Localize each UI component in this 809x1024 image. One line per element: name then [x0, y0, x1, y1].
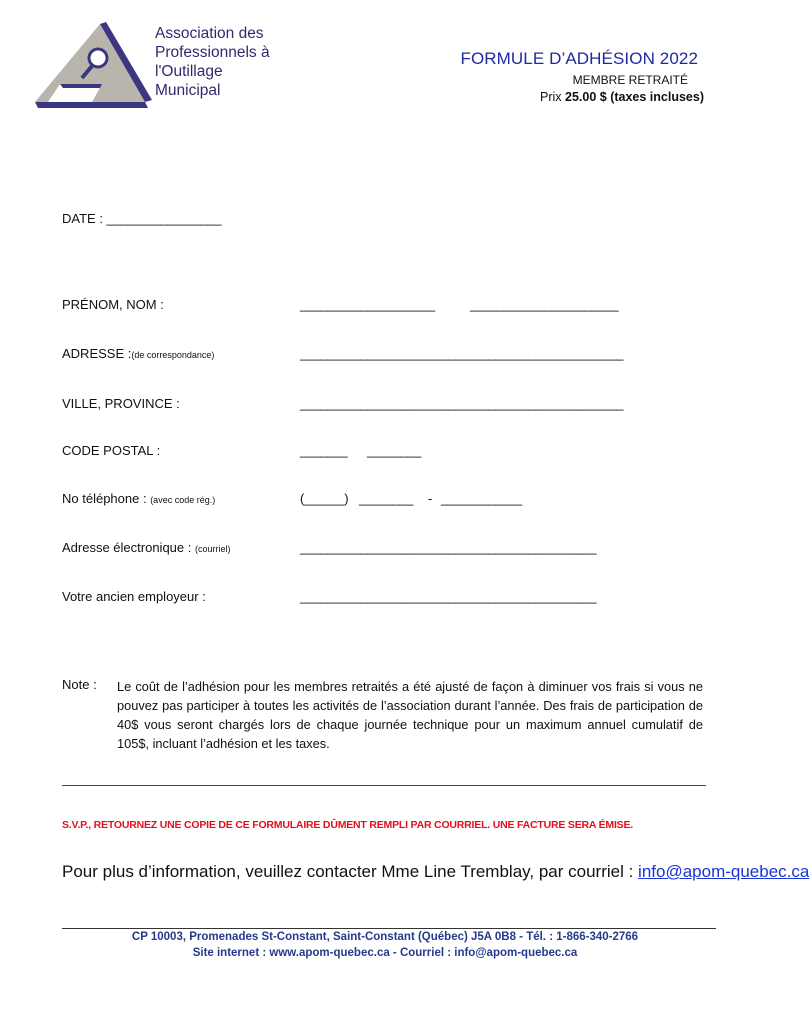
footer-divider [62, 928, 716, 929]
first-name-blank[interactable]: ____________________ [300, 297, 435, 312]
city-blank[interactable]: ________________________________________________ [300, 396, 624, 411]
email-note: (courriel) [194, 544, 231, 554]
employer-blank[interactable]: ____________________________________________ [300, 589, 597, 604]
logo-wordmark [155, 24, 270, 100]
note-label: Note : [62, 677, 97, 692]
contact-email-link[interactable]: info@apom-quebec.ca [638, 862, 809, 881]
contact-line [62, 862, 809, 882]
address-label-text: ADRESSE : [62, 346, 132, 361]
email-label-text: Adresse électronique : [62, 540, 195, 555]
phone-prefix-blank[interactable]: ________ [359, 491, 413, 506]
logo-line: Association des [155, 25, 264, 42]
phone-note: (avec code rég.) [150, 495, 216, 505]
employer-label: Votre ancien employeur : [62, 589, 206, 604]
footer-address: CP 10003, Promenades St-Constant, Saint-Constant (Québec) J5A 0B8 - Tél. : 1-866-340-2766 [131, 931, 639, 943]
date-blank[interactable]: _________________ [106, 211, 221, 226]
price-value: 25.00 $ (taxes incluses) [565, 90, 704, 104]
address-blank[interactable]: ________________________________________________ [300, 346, 624, 361]
logo-line: Municipal [155, 82, 221, 99]
association-logo [30, 22, 275, 112]
logo-line: l'Outillage [155, 63, 223, 80]
footer-web: Site internet : www.apom-quebec.ca - Courriel : info@apom-quebec.ca [192, 947, 578, 959]
name-label: PRÉNOM, NOM : [62, 297, 164, 312]
address-note: (de correspondance) [131, 350, 215, 360]
price-prefix: Prix [540, 90, 566, 104]
form-title: FORMULE D’ADHÉSION 2022 [460, 49, 698, 68]
date-label: DATE : [62, 211, 107, 226]
logo-line: Professionnels à [155, 44, 270, 61]
membership-price [540, 90, 704, 104]
phone-label [62, 491, 215, 506]
contact-text: Pour plus d’information, veuillez contacter Mme Line Tremblay, par courriel : [62, 862, 639, 881]
postal-blank-2[interactable]: ________ [367, 443, 421, 458]
city-label: VILLE, PROVINCE : [62, 396, 180, 411]
phone-area-blank[interactable]: (______) [300, 491, 349, 506]
address-label [62, 346, 214, 361]
last-name-blank[interactable]: ______________________ [470, 297, 619, 312]
logo-emblem-icon [30, 22, 155, 112]
section-divider [62, 785, 706, 786]
email-label [62, 540, 230, 555]
return-instructions: S.V.P., RETOURNEZ UNE COPIE DE CE FORMULAIRE DÛMENT REMPLI PAR COURRIEL. UNE FACTURE SERA ÉMISE. [62, 819, 633, 831]
phone-line-blank[interactable]: ____________ [441, 491, 522, 506]
date-field[interactable] [62, 211, 221, 226]
phone-dash: - [428, 491, 432, 506]
phone-label-text: No téléphone : [62, 491, 151, 506]
postal-label: CODE POSTAL : [62, 443, 161, 458]
note-text: Le coût de l’adhésion pour les membres retraités a été ajusté de façon à diminuer vos frais si vous ne pouvez pas participer à toutes les activités de l’association durant l’année. Des frais de participation de 40$ vous seront chargés lors de chaque journée technique pour un maximum annuel cumulatif de 105$, incluant l’adhésion et les taxes. [117, 679, 703, 751]
form-subtitle: MEMBRE RETRAITÉ [572, 73, 688, 87]
postal-blank-1[interactable]: _______ [300, 443, 348, 458]
email-blank[interactable]: ____________________________________________ [300, 540, 597, 555]
